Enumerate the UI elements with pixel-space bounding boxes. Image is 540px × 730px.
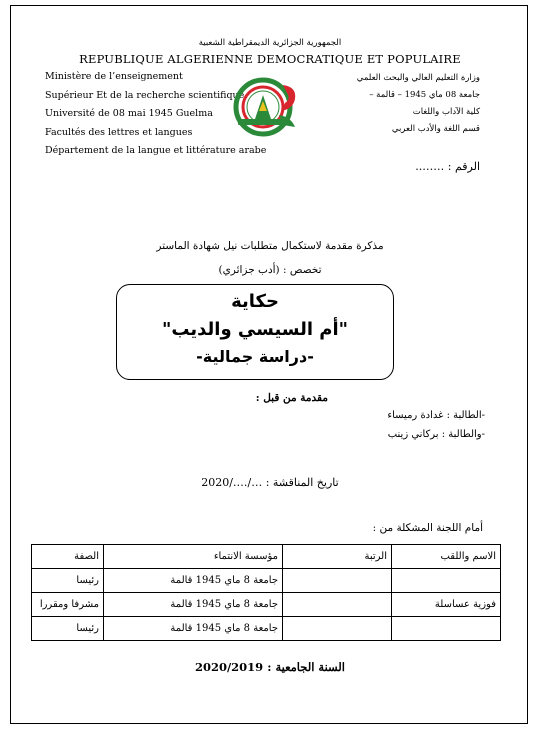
faculty-line: Facultés des lettres et langues	[45, 126, 193, 138]
presented-by-label: مقدمة من قبل :	[255, 392, 328, 404]
student-1: -الطالبة : غدادة رميساء	[387, 410, 485, 421]
table-header-row	[32, 545, 501, 569]
cell-institution: جامعة 8 ماي 1945 قالمة	[104, 569, 283, 593]
republic-french: REPUBLIQUE ALGERIENNE DEMOCRATIQUE ET POPULAIRE	[79, 52, 461, 66]
cell-name	[392, 569, 501, 593]
ministry-ar-line-1: وزارة التعليم العالي والبحث العلمي	[356, 73, 480, 83]
header-institution: مؤسسة الانتماء	[104, 545, 283, 569]
ministry-line-1: Ministère de l’enseignement	[45, 71, 183, 82]
cell-institution: جامعة 8 ماي 1945 قالمة	[104, 617, 283, 641]
table-row	[32, 593, 501, 617]
cell-institution: جامعة 8 ماي 1945 قالمة	[104, 593, 283, 617]
defense-date: تاريخ المناقشة : …/…./2020	[201, 476, 339, 489]
table-row	[32, 617, 501, 641]
header-role: الصفة	[32, 545, 104, 569]
department-ar-line: قسم اللغة والأدب العربي	[391, 124, 480, 134]
department-line: Département de la langue et littérature arabe	[45, 145, 267, 156]
cell-name	[392, 617, 501, 641]
memo-purpose: مذكرة مقدمة لاستكمال متطلبات نيل شهادة الماستر	[156, 240, 384, 252]
cell-rank	[283, 569, 392, 593]
specialty: تخصص : (أدب جزائري)	[218, 264, 322, 276]
title-line-1: حكاية	[231, 291, 279, 312]
cell-role: رئيسا	[32, 569, 104, 593]
committee-table	[31, 544, 501, 641]
header-name: الاسم واللقب	[392, 545, 501, 569]
academic-year: السنة الجامعية : 2020/2019	[194, 660, 346, 674]
committee-intro: أمام اللجنة المشكلة من :	[372, 522, 483, 534]
cell-rank	[283, 593, 392, 617]
cell-role: رئيسا	[32, 617, 104, 641]
republic-arabic: الجمهورية الجزائرية الديمقراطية الشعبية	[198, 38, 342, 48]
header-rank: الرتبة	[283, 545, 392, 569]
university-logo-icon	[233, 75, 301, 139]
table-row	[32, 569, 501, 593]
cell-role: مشرفا ومقررا	[32, 593, 104, 617]
title-box	[116, 284, 394, 380]
faculty-ar-line: كلية الآداب واللغات	[412, 107, 480, 117]
title-line-2: "أم السيسي والديب"	[161, 319, 349, 340]
cell-rank	[283, 617, 392, 641]
university-ar-line: جامعة 08 ماي 1945 – قالمة –	[369, 90, 480, 100]
ministry-line-2: Supérieur Et de la recherche scientifique	[45, 89, 245, 101]
title-line-3: -دراسة جمالية-	[196, 347, 314, 366]
ministry-arabic-block	[357, 70, 480, 138]
student-2: -والطالبة : بركاني زينب	[387, 429, 485, 440]
cell-name: فوزية عساسلة	[392, 593, 501, 617]
reference-number: الرقم : ……..	[415, 160, 480, 173]
university-line: Université de 08 mai 1945 Guelma	[45, 108, 213, 119]
